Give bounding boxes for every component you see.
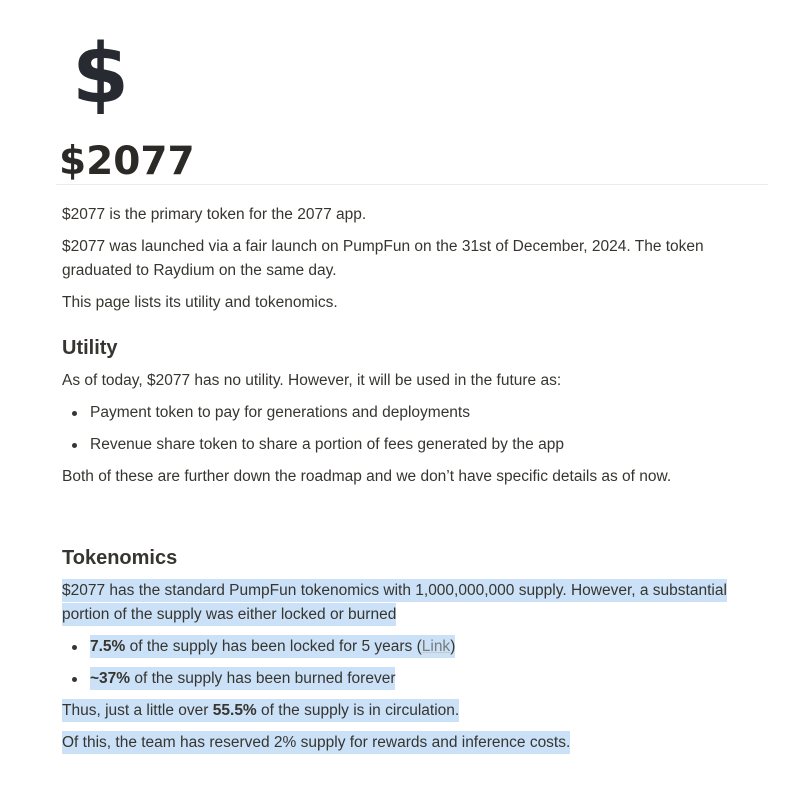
list-item[interactable] <box>62 433 752 457</box>
page-title[interactable]: $2077 <box>59 139 195 184</box>
tokenomics-heading[interactable]: Tokenomics <box>62 547 178 569</box>
utility-list <box>62 401 752 457</box>
tokenomics-list <box>62 635 752 691</box>
intro-paragraph-1[interactable]: $2077 is the primary token for the 2077 app. <box>62 206 367 223</box>
intro-paragraph-2[interactable]: $2077 was launched via a fair launch on PumpFun on the 31st of December, 2024. The token graduated to Raydium on the same day. <box>62 238 704 279</box>
bullet-dot <box>72 677 77 682</box>
reserve-text: Of this, the team has reserved 2% supply for rewards and inference costs. <box>62 731 570 754</box>
circulation-text <box>62 699 459 722</box>
list-item-text: Revenue share token to share a portion of fees generated by the app <box>90 436 564 453</box>
locked-supply-text <box>90 635 455 658</box>
list-item-text: Payment token to pay for generations and deployments <box>90 404 470 421</box>
bullet-dot <box>72 645 77 650</box>
utility-lead[interactable]: As of today, $2077 has no utility. However, it will be used in the future as: <box>62 372 562 389</box>
burned-supply-text <box>90 667 395 690</box>
page-content <box>62 203 752 763</box>
burned-percent: ~37% <box>90 670 131 687</box>
locked-close-paren: ) <box>450 638 456 655</box>
circulation-paragraph[interactable] <box>62 699 752 723</box>
circulation-before: Thus, just a little over <box>62 702 213 719</box>
bullet-dot <box>72 443 77 448</box>
locked-link[interactable]: Link <box>421 638 451 655</box>
tokenomics-lead[interactable] <box>62 579 734 627</box>
list-item[interactable] <box>62 635 752 659</box>
utility-heading[interactable]: Utility <box>62 337 118 359</box>
bullet-dot <box>72 411 77 416</box>
list-item[interactable] <box>62 667 752 691</box>
locked-percent: 7.5% <box>90 638 126 655</box>
dollar-icon[interactable]: $ <box>72 27 130 122</box>
list-item[interactable] <box>62 401 752 425</box>
tokenomics-lead-text: $2077 has the standard PumpFun tokenomics with 1,000,000,000 supply. However, a substantial portion of the supply was either locked or burned <box>62 579 727 626</box>
utility-footer[interactable]: Both of these are further down the roadmap and we don’t have specific details as of now. <box>62 468 672 485</box>
intro-paragraph-3[interactable]: This page lists its utility and tokenomics. <box>62 294 338 311</box>
locked-description: of the supply has been locked for 5 years ( <box>125 638 422 655</box>
reserve-paragraph[interactable] <box>62 731 752 755</box>
circulation-after: of the supply is in circulation. <box>256 702 460 719</box>
empty-block[interactable] <box>62 497 752 543</box>
title-divider <box>56 184 768 185</box>
circulation-percent: 55.5% <box>212 702 257 719</box>
burned-description: of the supply has been burned forever <box>130 670 396 687</box>
